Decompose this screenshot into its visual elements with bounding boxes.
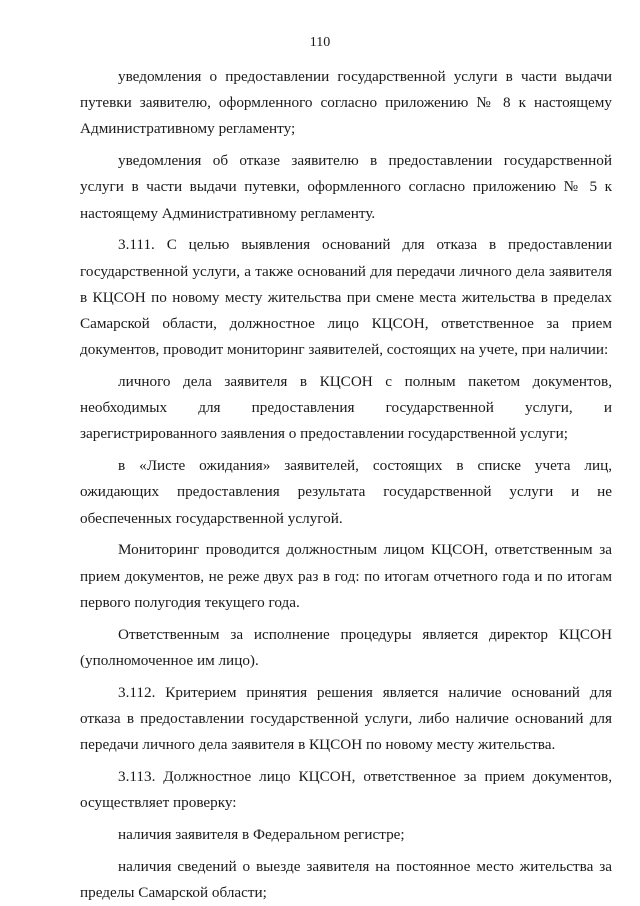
paragraph-3-113: 3.113. Должностное лицо КЦСОН, ответственное за прием документов, осуществляет проверку:	[80, 767, 612, 812]
paragraph-3-111: 3.111. С целью выявления оснований для отказа в предоставлении государственной услуги, а также оснований для передачи личного дела заявителя в КЦСОН по новому месту жительства при смене места жительства в пределах Самарской области, должностное лицо КЦСОН, ответственное за прием документов, проводит мониторинг заявителей, состоящих на учете, при наличии:	[80, 236, 612, 359]
page-number: 110	[309, 35, 331, 50]
paragraph-waiting-list: в «Листе ожидания» заявителей, состоящих в списке учета лиц, ожидающих предоставления результата государственной услуги и не обеспеченных государственной услугой.	[80, 457, 612, 527]
paragraph-notice-refusal: уведомления об отказе заявителю в предоставлении государственной услуги в части выдачи путевки, оформленного согласно приложению № 5 к настоящему Административному регламенту.	[80, 152, 612, 222]
paragraph-relocation: наличия сведений о выезде заявителя на постоянное место жительства за пределы Самарской области;	[80, 857, 612, 901]
paragraph-notice-provision: уведомления о предоставлении государственной услуги в части выдачи путевки заявителю, оформленного согласно приложению № 8 к настоящему Административному регламенту;	[80, 68, 612, 138]
paragraph-monitoring: Мониторинг проводится должностным лицом КЦСОН, ответственным за прием документов, не реже двух раз в год: по итогам отчетного года и по итогам первого полугодия текущего года.	[80, 541, 612, 611]
paragraph-personal-file: личного дела заявителя в КЦСОН с полным пакетом документов, необходимых для предоставления государственной услуги, и зарегистрированного заявления о предоставлении государственной услуги;	[80, 373, 612, 443]
document-body	[80, 64, 612, 906]
paragraph-3-112: 3.112. Критерием принятия решения является наличие оснований для отказа в предоставлении государственной услуги, либо наличие оснований для передачи личного дела заявителя в КЦСОН по новому месту жительства.	[80, 683, 612, 754]
paragraph-federal-register: наличия заявителя в Федеральном регистре;	[118, 825, 405, 843]
paragraph-responsible: Ответственным за исполнение процедуры является директор КЦСОН (уполномоченное им лицо).	[80, 625, 612, 669]
